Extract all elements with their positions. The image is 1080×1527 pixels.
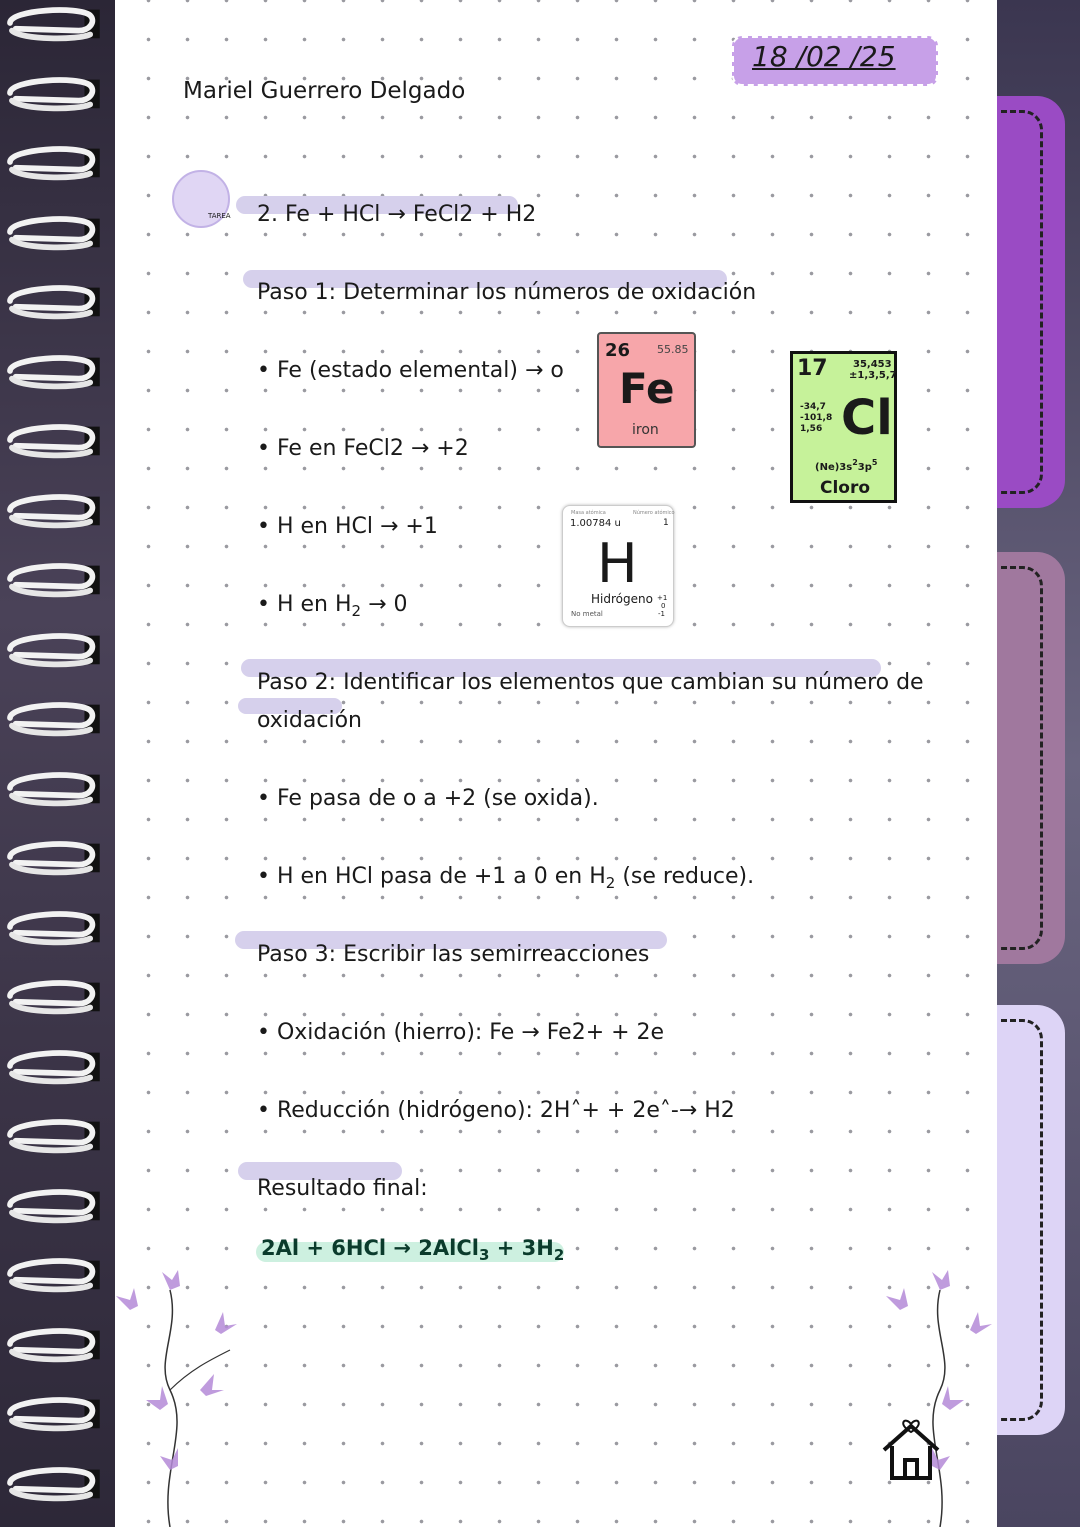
h-number: 1 bbox=[663, 518, 669, 528]
notebook-page bbox=[115, 0, 997, 1527]
home-icon[interactable] bbox=[878, 1418, 944, 1484]
h-name: Hidrógeno bbox=[591, 592, 653, 606]
spiral-ring-icon bbox=[2, 211, 102, 253]
step3-item: • Reducción (hidrógeno): 2H˄+ + 2e˄-→ H2 bbox=[257, 1098, 735, 1123]
task-badge: TAREA bbox=[208, 212, 231, 220]
step2-title: Paso 2: Identificar los elementos que cambian su número de bbox=[257, 670, 924, 695]
h-element-card bbox=[562, 505, 674, 627]
fe-symbol: Fe bbox=[619, 364, 675, 413]
spiral-ring-icon bbox=[2, 628, 102, 670]
step2-item: • Fe pasa de o a +2 (se oxida). bbox=[257, 786, 599, 811]
step3-title: Paso 3: Escribir las semirreacciones bbox=[257, 942, 650, 967]
tab-1[interactable] bbox=[997, 96, 1065, 508]
result-title: Resultado final: bbox=[257, 1176, 428, 1201]
spiral-ring-icon bbox=[2, 419, 102, 461]
tab-3[interactable] bbox=[997, 1005, 1065, 1435]
spiral-ring-icon bbox=[2, 1045, 102, 1087]
spiral-ring-icon bbox=[2, 350, 102, 392]
result-equation: 2Al + 6HCl → 2AlCl$_3$ + $3H_2$ bbox=[261, 1236, 565, 1264]
spiral-ring-icon bbox=[2, 767, 102, 809]
spiral-ring-icon bbox=[2, 558, 102, 600]
cl-prop: -101,8 bbox=[800, 413, 833, 423]
spiral-ring-icon bbox=[2, 975, 102, 1017]
cl-atomic-number: 17 bbox=[797, 356, 828, 381]
step3-item: • Oxidación (hierro): Fe → Fe2+ + 2e bbox=[257, 1020, 665, 1045]
step2-item: • H en HCl pasa de +1 a 0 en $H_2$ (se reduce). bbox=[257, 864, 755, 892]
fe-atomic-number: 26 bbox=[605, 340, 631, 361]
h-ox: +1 bbox=[657, 594, 668, 602]
fe-mass: 55.85 bbox=[657, 343, 689, 356]
h-symbol: H bbox=[597, 532, 638, 595]
spiral-ring-icon bbox=[2, 72, 102, 114]
cl-ox: ±1,3,5,7 bbox=[849, 370, 897, 381]
spiral-ring-icon bbox=[2, 2, 102, 44]
h-ox: 0 bbox=[661, 602, 666, 610]
h-type: No metal bbox=[571, 610, 603, 618]
step1-item: • Fe (estado elemental) → o bbox=[257, 358, 564, 383]
step2-title-2: oxidación bbox=[257, 708, 362, 733]
task-title: 2. Fe + HCl → FeCl2 + H2 bbox=[257, 202, 537, 227]
tab-2[interactable] bbox=[997, 552, 1065, 964]
date-text: 18 /02 /25 bbox=[752, 40, 896, 73]
fe-element-card bbox=[597, 332, 696, 448]
fe-name: iron bbox=[632, 422, 659, 438]
flower-icon bbox=[110, 1270, 240, 1527]
h-mass-label: Masa atómica bbox=[571, 510, 606, 516]
h-number-label: Número atómico bbox=[633, 510, 675, 516]
cl-config: $(Ne)3s^23p^5$ bbox=[815, 458, 878, 473]
spiral-ring-icon bbox=[2, 697, 102, 739]
author-name: Mariel Guerrero Delgado bbox=[183, 78, 466, 104]
spiral-ring-icon bbox=[2, 141, 102, 183]
cl-name: Cloro bbox=[820, 478, 871, 498]
cl-symbol: Cl bbox=[841, 390, 893, 446]
cl-prop: -34,7 bbox=[800, 402, 826, 412]
spiral-ring-icon bbox=[2, 906, 102, 948]
h-ox: -1 bbox=[658, 610, 665, 618]
spiral-ring-icon bbox=[2, 280, 102, 322]
spiral-ring-icon bbox=[2, 836, 102, 878]
spiral-ring-icon bbox=[2, 1323, 102, 1365]
step1-item: • H en $H_2 \to 0$ bbox=[257, 592, 408, 620]
cl-mass: 35,453 bbox=[853, 359, 892, 370]
spiral-ring-icon bbox=[2, 489, 102, 531]
spiral-ring-icon bbox=[2, 1253, 102, 1295]
cl-prop: 1,56 bbox=[800, 424, 823, 434]
step1-title: Paso 1: Determinar los números de oxidación bbox=[257, 280, 757, 305]
cl-element-card bbox=[790, 351, 897, 503]
step1-item: • Fe en FeCl2 → +2 bbox=[257, 436, 469, 461]
spiral-ring-icon bbox=[2, 1114, 102, 1156]
spiral-ring-icon bbox=[2, 1462, 102, 1504]
h-mass: 1.00784 u bbox=[570, 518, 621, 529]
spiral-ring-icon bbox=[2, 1392, 102, 1434]
spiral-ring-icon bbox=[2, 1184, 102, 1226]
step1-item: • H en HCl → +1 bbox=[257, 514, 438, 539]
flower-icon bbox=[870, 1270, 997, 1527]
